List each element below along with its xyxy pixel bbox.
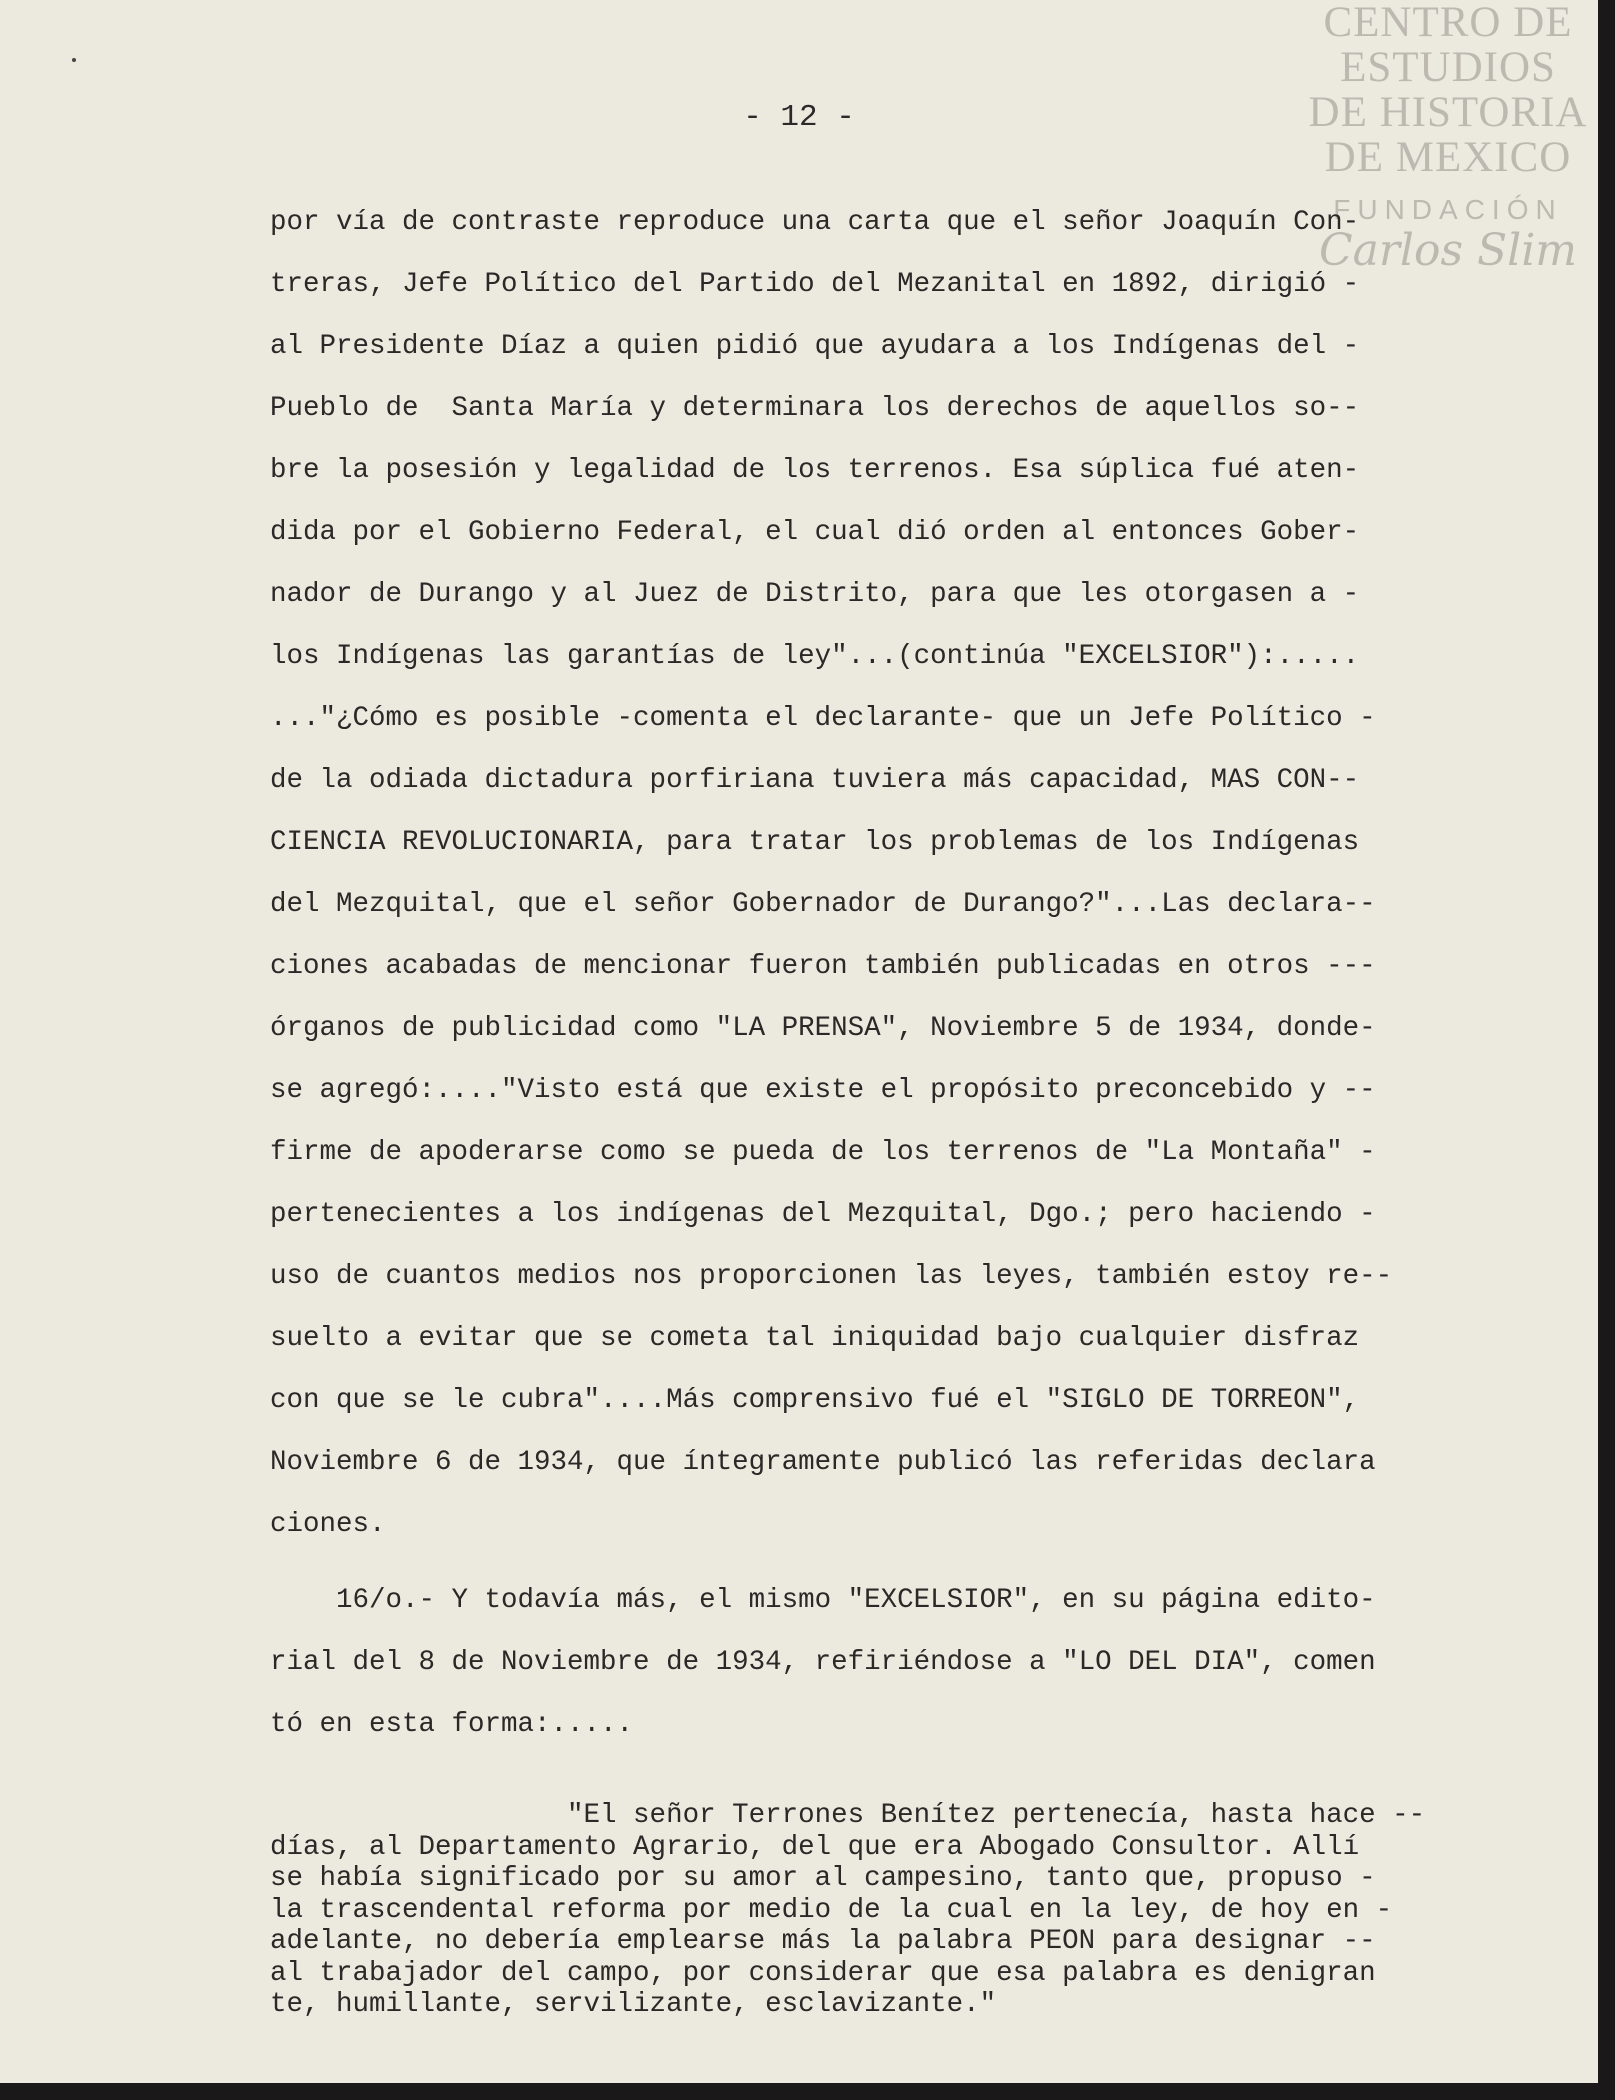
text-line: pertenecientes a los indígenas del Mezquital, Dgo.; pero haciendo - xyxy=(270,1199,1376,1230)
text-line: firme de apoderarse como se pueda de los terrenos de "La Montaña" - xyxy=(270,1137,1376,1168)
text-line: treras, Jefe Político del Partido del Mezanital en 1892, dirigió - xyxy=(270,269,1360,300)
quote-line: se había significado por su amor al campesino, tanto que, propuso - xyxy=(270,1863,1376,1894)
scan-speck xyxy=(72,58,76,62)
text-line: con que se le cubra"....Más comprensivo fué el "SIGLO DE TORREON", xyxy=(270,1385,1360,1416)
text-line: nador de Durango y al Juez de Distrito, para que les otorgasen a - xyxy=(270,579,1360,610)
text-line: órganos de publicidad como "LA PRENSA", Noviembre 5 de 1934, donde- xyxy=(270,1013,1376,1044)
text-line: ..."¿Cómo es posible -comenta el declarante- que un Jefe Político - xyxy=(270,703,1376,734)
text-line: de la odiada dictadura porfiriana tuviera más capacidad, MAS CON-- xyxy=(270,765,1360,796)
quote-line: la trascendental reforma por medio de la cual en la ley, de hoy en - xyxy=(270,1894,1393,1926)
text-line: del Mezquital, que el señor Gobernador de Durango?"...Las declara-- xyxy=(270,889,1376,920)
text-line: Pueblo de Santa María y determinara los derechos de aquellos so-- xyxy=(270,393,1360,424)
watermark-line: DE HISTORIA xyxy=(1308,89,1588,137)
text-line: rial del 8 de Noviembre de 1934, refiriéndose a "LO DEL DIA", comen xyxy=(270,1647,1376,1678)
text-line: CIENCIA REVOLUCIONARIA, para tratar los problemas de los Indígenas xyxy=(270,827,1360,858)
text-line: al Presidente Díaz a quien pidió que ayudara a los Indígenas del - xyxy=(270,331,1360,362)
quote-line: días, al Departamento Agrario, del que era Abogado Consultor. Allí xyxy=(270,1831,1360,1863)
block-quote xyxy=(270,1800,1545,2021)
watermark-line: CENTRO DE xyxy=(1323,0,1573,46)
page-number: - 12 - xyxy=(743,100,855,135)
text-line: tó en esta forma:..... xyxy=(270,1709,634,1740)
text-line: Noviembre 6 de 1934, que íntegramente publicó las referidas declara xyxy=(270,1447,1376,1478)
text-line: dida por el Gobierno Federal, el cual dió orden al entonces Gober- xyxy=(270,517,1360,548)
text-line: por vía de contraste reproduce una carta que el señor Joaquín Con- xyxy=(270,207,1360,238)
text-line: uso de cuantos medios nos proporcionen las leyes, también estoy re-- xyxy=(270,1261,1393,1292)
quote-line: adelante, no debería emplearse más la palabra PEON para designar -- xyxy=(270,1926,1376,1957)
watermark-line: ESTUDIOS xyxy=(1340,44,1556,92)
text-line: bre la posesión y legalidad de los terrenos. Esa súplica fué aten- xyxy=(270,455,1360,486)
watermark-foundation: FUNDACIÓN xyxy=(1333,193,1563,225)
text-line: ciones. xyxy=(270,1509,386,1540)
watermark-signature: Carlos Slim xyxy=(1318,224,1578,276)
quote-line: te, humillante, servilizante, esclavizante." xyxy=(270,1989,997,2020)
paragraph-gap xyxy=(270,1556,1545,1570)
text-line: suelto a evitar que se cometa tal iniquidad bajo cualquier disfraz xyxy=(270,1323,1360,1354)
text-line: los Indígenas las garantías de ley"...(continúa "EXCELSIOR"):..... xyxy=(270,641,1360,672)
quote-line: "El señor Terrones Benítez pertenecía, hasta hace -- xyxy=(270,1800,1426,1831)
quote-line: al trabajador del campo, por considerar que esa palabra es denigran xyxy=(270,1957,1376,1989)
watermark-line: DE MEXICO xyxy=(1324,134,1572,182)
text-line: ciones acabadas de mencionar fueron también publicadas en otros --- xyxy=(270,951,1376,982)
body-text xyxy=(270,192,1545,1756)
text-line: se agregó:...."Visto está que existe el propósito preconcebido y -- xyxy=(270,1075,1376,1106)
text-line: 16/o.- Y todavía más, el mismo "EXCELSIOR", en su página edito- xyxy=(270,1585,1376,1616)
